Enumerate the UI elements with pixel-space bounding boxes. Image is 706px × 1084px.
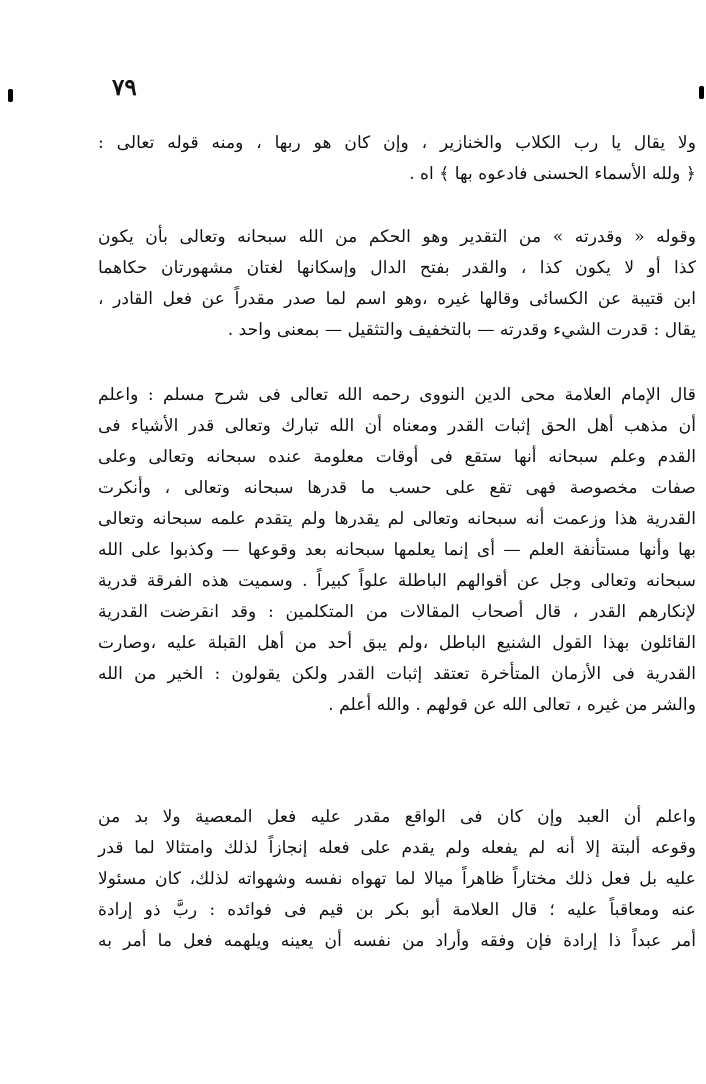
text-line: أن مذهب أهل الحق إثبات القدر ومعناه أن الله تبارك وتعالى قدر الأشياء فى <box>98 416 696 436</box>
scan-edge-mark <box>8 89 13 102</box>
text-line: أمر عبداً ذا إرادة فإن وفقه وأراد من نفسه أن يعينه ويلهمه فعل ما أمر به <box>98 931 696 951</box>
paragraph-4 <box>98 802 696 957</box>
paragraph-2 <box>98 222 696 346</box>
text-line: قال الإمام العلامة محى الدين النووى رحمه الله تعالى فى شرح مسلم : واعلم <box>98 385 696 405</box>
text-line: بها وأنها مستأنفة العلم — أى إنما يعلمها سبحانه بعد وقوعها — وكذبوا على الله <box>98 540 696 560</box>
paragraph-1 <box>98 128 696 190</box>
text-line: كذا أو لا يكون كذا ، والقدر بفتح الدال وإسكانها لغتان مشهورتان حكاهما <box>98 258 696 278</box>
text-line: ابن قتيبة عن الكسائى وقالها غيره ،وهو اسم لما صدر مقدراً عن فعل القادر ، <box>98 289 696 309</box>
text-line: عليه بل فعل ذلك مختاراً ظاهراً ميالا لما تهواه نفسه وشهواته لذلك، كان مسئولا <box>98 869 696 889</box>
text-line: يقال : قدرت الشيء وقدرته — بالتخفيف والتثقيل — بمعنى واحد . <box>227 320 696 340</box>
page-number: ٧٩ <box>112 74 137 101</box>
scan-edge-mark <box>699 86 704 99</box>
paragraph-3 <box>98 380 696 721</box>
text-line: ﴿ ولله الأسماء الحسنى فادعوه بها ﴾ اه . <box>409 164 696 184</box>
text-line: لإنكارهم القدر ، قال أصحاب المقالات من المتكلمين : وقد انقرضت القدرية <box>98 602 696 622</box>
text-line: القدرية هذا وزعمت أنه سبحانه وتعالى لم يقدرها ولم يتقدم علمه سبحانه وتعالى <box>98 509 696 529</box>
text-line: القدرية فى الأزمان المتأخرة تعتقد إثبات القدر ولكن يقولون : الخير من الله <box>98 664 696 684</box>
text-line: القدم وعلم سبحانه أنها ستقع فى أوقات معلومة عنده سبحانه وتعالى وعلى <box>98 447 696 467</box>
text-line: صفات مخصوصة فهى تقع على حسب ما قدرها سبحانه وتعالى ، وأنكرت <box>98 478 696 498</box>
text-line: القائلون بهذا القول الشنيع الباطل ،ولم يبق أحد من أهل القبلة عليه ،وصارت <box>98 633 696 653</box>
text-line: ولا يقال يا رب الكلاب والخنازير ، وإن كان هو ربها ، ومنه قوله تعالى : <box>98 133 696 153</box>
text-line: والشر من غيره ، تعالى الله عن قولهم . والله أعلم . <box>328 695 696 715</box>
text-line: وقوله « وقدرته » من التقدير وهو الحكم من الله سبحانه وتعالى بأن يكون <box>98 227 696 247</box>
text-line: واعلم أن العبد وإن كان فى الواقع مقدر عليه فعل المعصية ولا بد من <box>98 807 696 827</box>
text-line: وقوعه ألبتة إلا أنه لم يفعله ولم يقدم على فعله إنجازاً لذلك وامتثالا لما قدر <box>98 838 696 858</box>
text-line: سبحانه وتعالى وجل عن أقوالهم الباطلة علواً كبيراً . وسميت هذه الفرقة قدرية <box>98 571 696 591</box>
text-line: عنه ومعاقباً عليه ؛ قال العلامة أبو بكر بن قيم فى فوائده : ربَّ ذو إرادة <box>98 900 696 920</box>
